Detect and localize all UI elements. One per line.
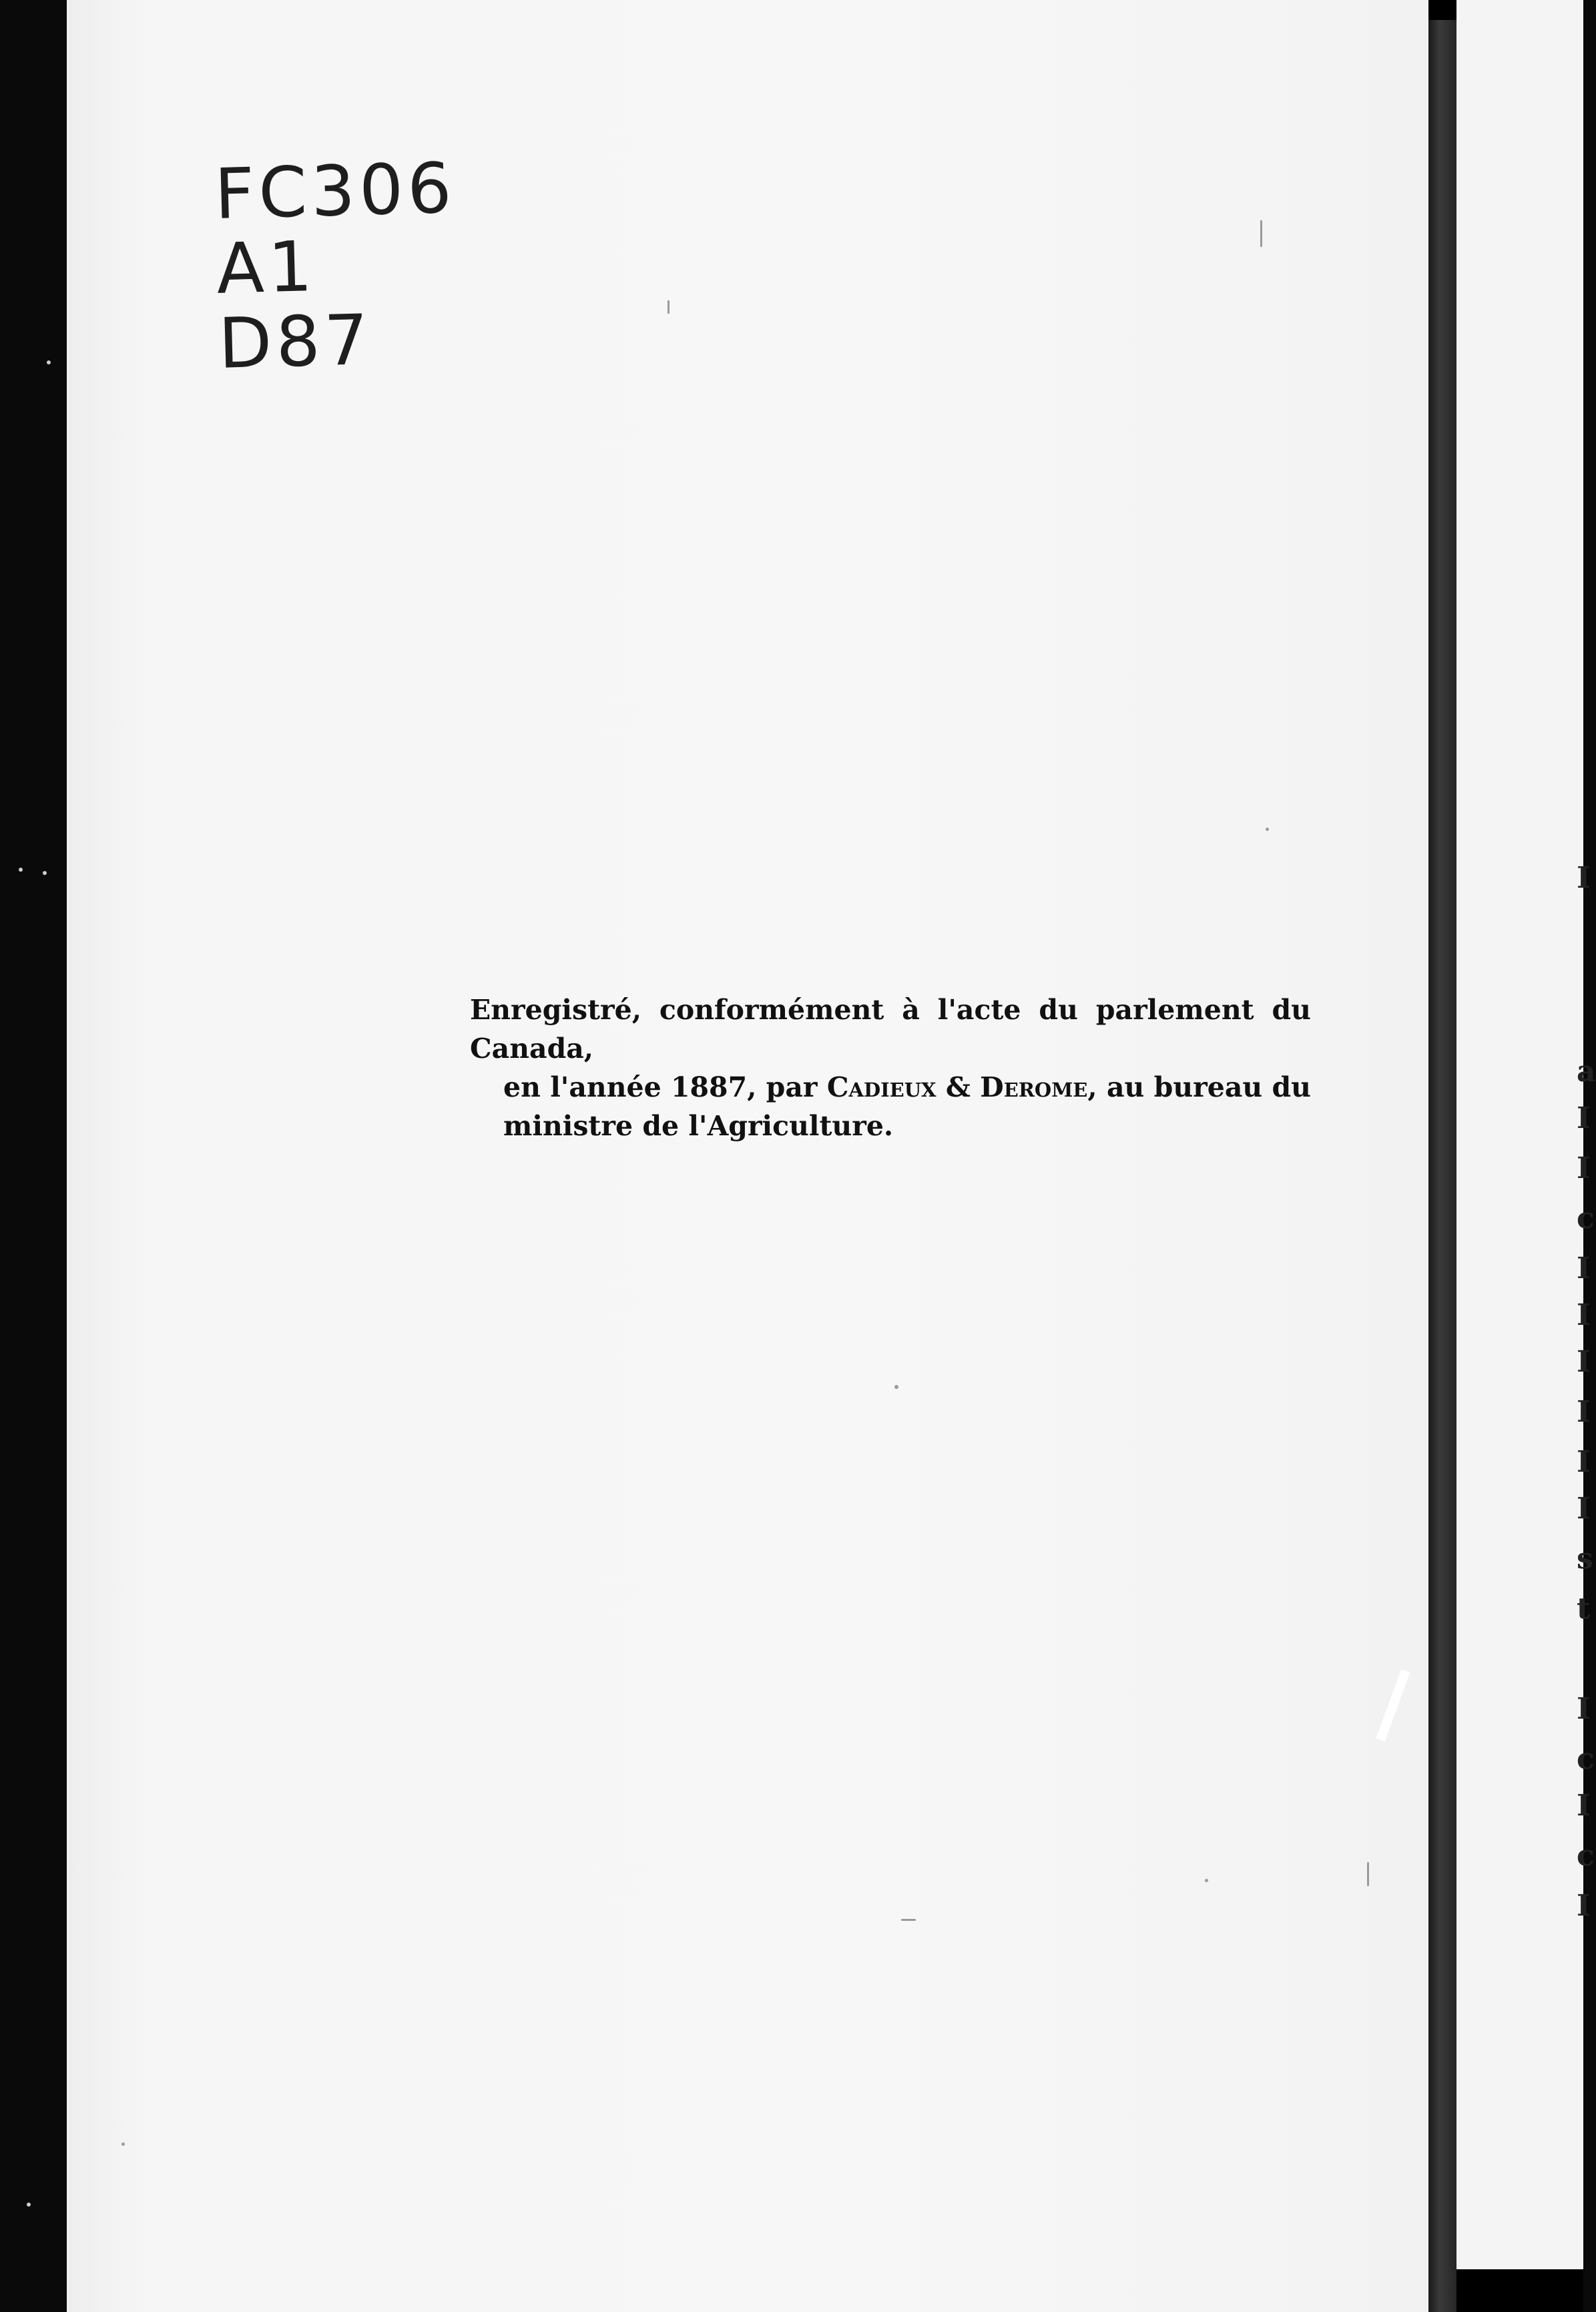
copyright-line-2 <box>470 1068 1311 1107</box>
fragment-char: I <box>1577 1101 1591 1135</box>
fragment-char: c <box>1577 1742 1595 1776</box>
copyright-notice <box>470 990 1311 1145</box>
fragment-char: I <box>1577 1692 1591 1726</box>
fragment-char: t <box>1577 1592 1591 1626</box>
fragment-char: I <box>1577 1492 1591 1526</box>
fragment-char: I <box>1577 1251 1591 1285</box>
fragment-char: c <box>1577 1201 1595 1235</box>
copyright-line-3: ministre de l'Agriculture. <box>503 1110 894 1142</box>
fragment-char: I <box>1577 1395 1591 1429</box>
fragment-char: I <box>1577 1789 1591 1823</box>
copyright-line-1: Enregistré, conformément à l'acte du parlement du Canada, <box>470 994 1311 1065</box>
fragment-char: a <box>1577 1055 1596 1089</box>
fragment-char: I <box>1577 1445 1591 1479</box>
fragment-char: s <box>1577 1542 1593 1576</box>
facing-page <box>1456 0 1583 2312</box>
facing-page-shadow <box>1456 2269 1583 2312</box>
copyright-line-2-prefix: en l'année 1887, par <box>503 1071 827 1103</box>
call-number-subclass: A1 <box>215 226 318 310</box>
book-gutter <box>1428 0 1456 2312</box>
fragment-char: I <box>1577 1298 1591 1332</box>
call-number-cutter: D87 <box>217 298 374 384</box>
fragment-char: I <box>1577 861 1591 895</box>
fragment-char: I <box>1577 1151 1591 1185</box>
handwritten-call-number <box>213 147 461 384</box>
publisher-names: Cadieux & Derome, <box>826 1071 1097 1103</box>
fragment-char: I <box>1577 1889 1591 1923</box>
copyright-line-2-suffix: au bureau du <box>1097 1071 1311 1103</box>
fragment-char: I <box>1577 1345 1591 1379</box>
call-number-class: FC306 <box>213 147 457 235</box>
fragment-char: c <box>1577 1839 1595 1873</box>
